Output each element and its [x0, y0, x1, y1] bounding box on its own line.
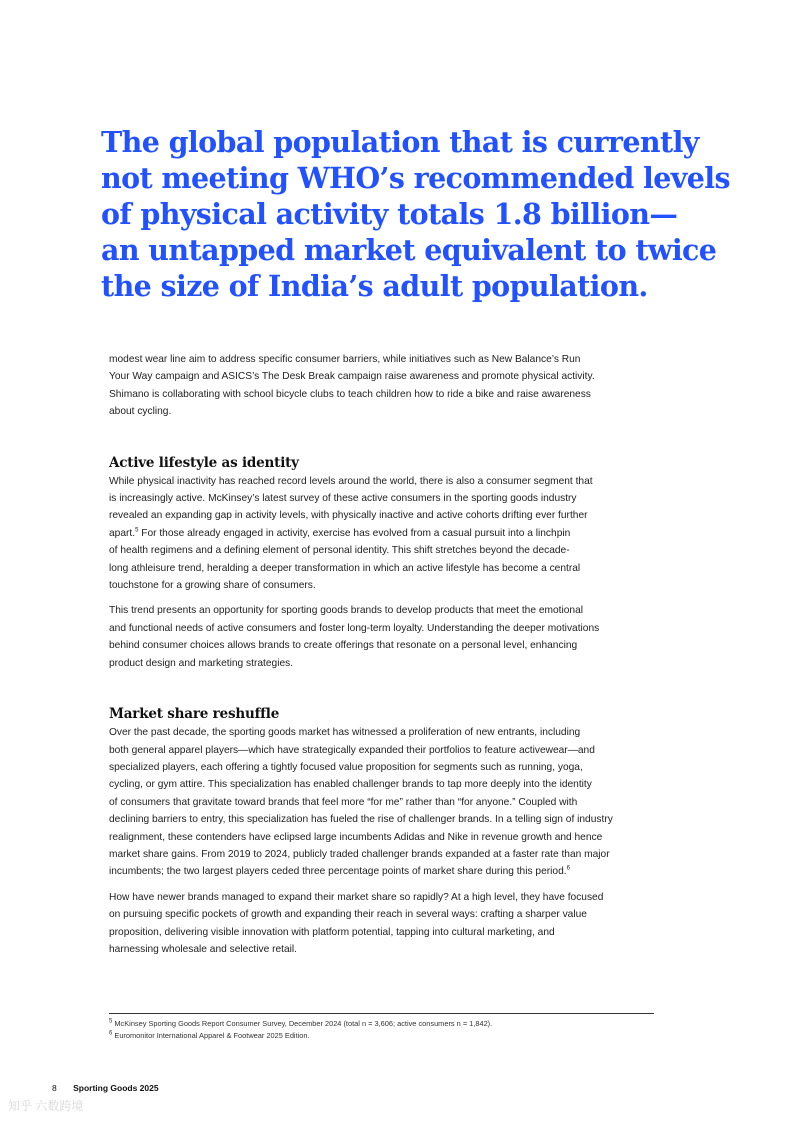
footnote-text: Euromonitor International Apparel & Footwear 2025 Edition. [112, 1031, 310, 1040]
text-line: about cycling. [109, 406, 172, 418]
footnotes [109, 1018, 669, 1042]
footnote-ref-6[interactable]: 6 [566, 865, 570, 872]
text-line: modest wear line aim to address specific consumer barriers, while initiatives such as New Balance’s Run [109, 354, 581, 365]
text-line: product design and marketing strategies. [109, 657, 294, 669]
pull-quote [101, 124, 730, 304]
footnote-5 [109, 1018, 669, 1030]
text-line: Shimano is collaborating with school bicycle clubs to teach children how to ride a bike and raise awareness [109, 388, 591, 400]
text-line: behind consumer choices allows brands to create offerings that resonate on a personal level, enhancing [109, 640, 578, 652]
text-line: Over the past decade, the sporting goods market has witnessed a proliferation of new entrants, including [109, 727, 581, 739]
text-line [109, 863, 669, 880]
section1-paragraph-1 [109, 473, 669, 595]
text-line: Your Way campaign and ASICS’s The Desk Break campaign raise awareness and promote physical activity. [109, 371, 595, 383]
section-heading-active-lifestyle: Active lifestyle as identity [109, 454, 299, 471]
text-line: This trend presents an opportunity for sporting goods brands to develop products that meet the emotional [109, 605, 584, 617]
text-line: market share gains. From 2019 to 2024, publicly traded challenger brands expanded at a faster rate than major [109, 848, 610, 860]
footnote-ref-5[interactable]: 5 [135, 527, 139, 534]
section-heading-market-share: Market share reshuffle [109, 706, 280, 723]
text-line: specialized players, each offering a tightly focused value proposition for segments such as running, yoga, [109, 761, 583, 773]
text-line: cycling, or gym attire. This specialization has enabled challenger brands to tap more deeply into the identity [109, 779, 592, 791]
body-text [109, 351, 669, 958]
footnote-divider [109, 1013, 654, 1014]
text-fragment: apart. [109, 527, 136, 539]
text-line: on pursuing specific pockets of growth and expanding their reach in several ways: crafting a sharper value [109, 909, 587, 921]
text-line: proposition, delivering visible innovation with platform potential, tapping into cultural marketing, and [109, 926, 555, 938]
text-line: long athleisure trend, heralding a deeper transformation in which an active lifestyle has become a central [109, 562, 581, 574]
text-line: realignment, these contenders have eclipsed large incumbents Adidas and Nike in revenue growth and hence [109, 831, 603, 843]
intro-paragraph [109, 351, 669, 421]
pull-quote-line: not meeting WHO’s recommended levels [101, 161, 730, 195]
text-line: declining barriers to entry, this specialization has fueled the rise of challenger brands. In a telling sign of industry [109, 814, 613, 826]
footnote-mark: 6 [109, 1030, 113, 1037]
text-line: both general apparel players—which have strategically expanded their portfolios to feature activewear—and [109, 744, 595, 756]
watermark: 知乎 六数跨境 [8, 1099, 84, 1113]
section2-paragraph-2 [109, 889, 669, 959]
section1-paragraph-2 [109, 602, 669, 672]
footnote-6 [109, 1030, 669, 1042]
page-footer [52, 1083, 159, 1093]
text-line: harnessing wholesale and selective retail. [109, 943, 298, 955]
pull-quote-line: the size of India’s adult population. [101, 269, 648, 303]
pull-quote-line: The global population that is currently [101, 125, 699, 159]
text-fragment: incumbents; the two largest players ceded three percentage points of market share during this period. [109, 866, 567, 878]
page-number: 8 [52, 1083, 57, 1093]
text-line [109, 525, 669, 542]
report-title: Sporting Goods 2025 [73, 1083, 159, 1093]
section2-paragraph-1 [109, 724, 669, 881]
text-line: While physical inactivity has reached record levels around the world, there is also a consumer segment that [109, 475, 593, 487]
pull-quote-line: of physical activity totals 1.8 billion— [101, 197, 678, 231]
footnote-text: McKinsey Sporting Goods Report Consumer Survey, December 2024 (total n = 3,606; active consumers n = 1,842). [112, 1019, 493, 1028]
text-line: and functional needs of active consumers and foster long-term loyalty. Understanding the deeper motivations [109, 622, 600, 634]
text-line: of health regimens and a defining element of personal identity. This shift stretches beyond the decade- [109, 545, 570, 557]
text-line: touchstone for a growing share of consumers. [109, 580, 316, 592]
text-line: is increasingly active. McKinsey’s latest survey of these active consumers in the sporting goods industry [109, 493, 577, 505]
pull-quote-line: an untapped market equivalent to twice [101, 233, 717, 267]
footnote-mark: 5 [109, 1018, 113, 1025]
text-fragment: For those already engaged in activity, exercise has evolved from a casual pursuit into a linchpin [138, 527, 571, 539]
text-line: revealed an expanding gap in activity levels, with physically inactive and active cohorts drifting ever further [109, 510, 588, 522]
text-line: of consumers that gravitate toward brands that feel more “for me” rather than “for anyone.” Coupled with [109, 796, 578, 808]
text-line: How have newer brands managed to expand their market share so rapidly? At a high level, they have focused [109, 891, 604, 903]
